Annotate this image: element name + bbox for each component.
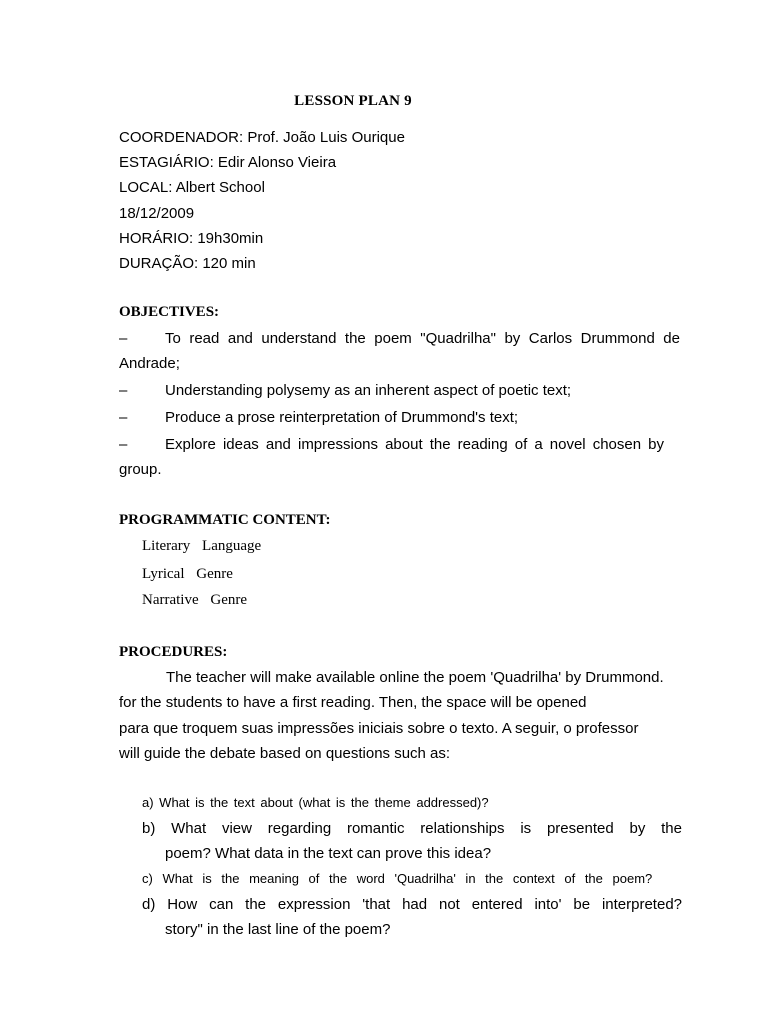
procedures-line: for the students to have a first reading. Then, the space will be opened [119,694,587,712]
question-c: c) What is the meaning of the word 'Quadrilha' in the context of the poem? [142,871,653,886]
procedures-heading: PROCEDURES: [119,644,228,660]
objective-item [119,378,680,403]
procedures-paragraph [119,665,685,766]
objective-item [119,405,680,430]
page-title: LESSON PLAN 9 [294,93,412,109]
question-d-line2: story" in the last line of the poem? [165,921,391,938]
objective-item [119,326,680,376]
coordinator-line: COORDENADOR: Prof. João Luis Ourique [119,129,405,146]
objective-item [119,432,664,482]
objective-text: Produce a prose reinterpretation of Drummond's text; [165,409,519,426]
time-line: HORÁRIO: 19h30min [119,229,264,247]
procedures-line: will guide the debate based on questions such as: [119,744,451,762]
procedures-line: The teacher will make available online the poem 'Quadrilha' by Drummond. [166,669,664,686]
location-line: LOCAL: Albert School [119,179,265,197]
objective-text: To read and understand the poem "Quadrilha" by Carlos Drummond de Andrade; [119,330,680,372]
bullet-dash: – [119,330,128,347]
question-b-line1: b) What view regarding romantic relationships is presented by the [142,820,682,837]
objectives-heading: OBJECTIVES: [119,304,220,320]
program-item-narrative: Narrative Genre [142,592,248,608]
header-info [119,125,405,276]
date-line: 18/12/2009 [119,204,195,222]
question-a: a) What is the text about (what is the theme addressed)? [142,795,489,810]
bullet-dash: – [119,409,128,426]
procedures-line: para que troquem suas impressões iniciais sobre o texto. A seguir, o professor [119,719,639,737]
question-d [142,892,682,942]
program-item-literary: Literary Language [142,538,262,554]
bullet-dash: – [119,436,128,453]
program-item-lyrical: Lyrical Genre [142,566,233,582]
objective-text: Explore ideas and impressions about the reading of a novel chosen by group. [119,436,664,478]
programmatic-heading: PROGRAMMATIC CONTENT: [119,512,331,528]
bullet-dash: – [119,382,128,399]
intern-line: ESTAGIÁRIO: Edir Alonso Vieira [119,154,337,172]
objective-text: Understanding polysemy as an inherent aspect of poetic text; [165,382,572,399]
question-b-line2: poem? What data in the text can prove this idea? [165,845,492,862]
question-d-line1: d) How can the expression 'that had not entered into' be interpreted? [142,896,682,913]
question-b [142,816,682,866]
duration-line: DURAÇÃO: 120 min [119,255,256,273]
